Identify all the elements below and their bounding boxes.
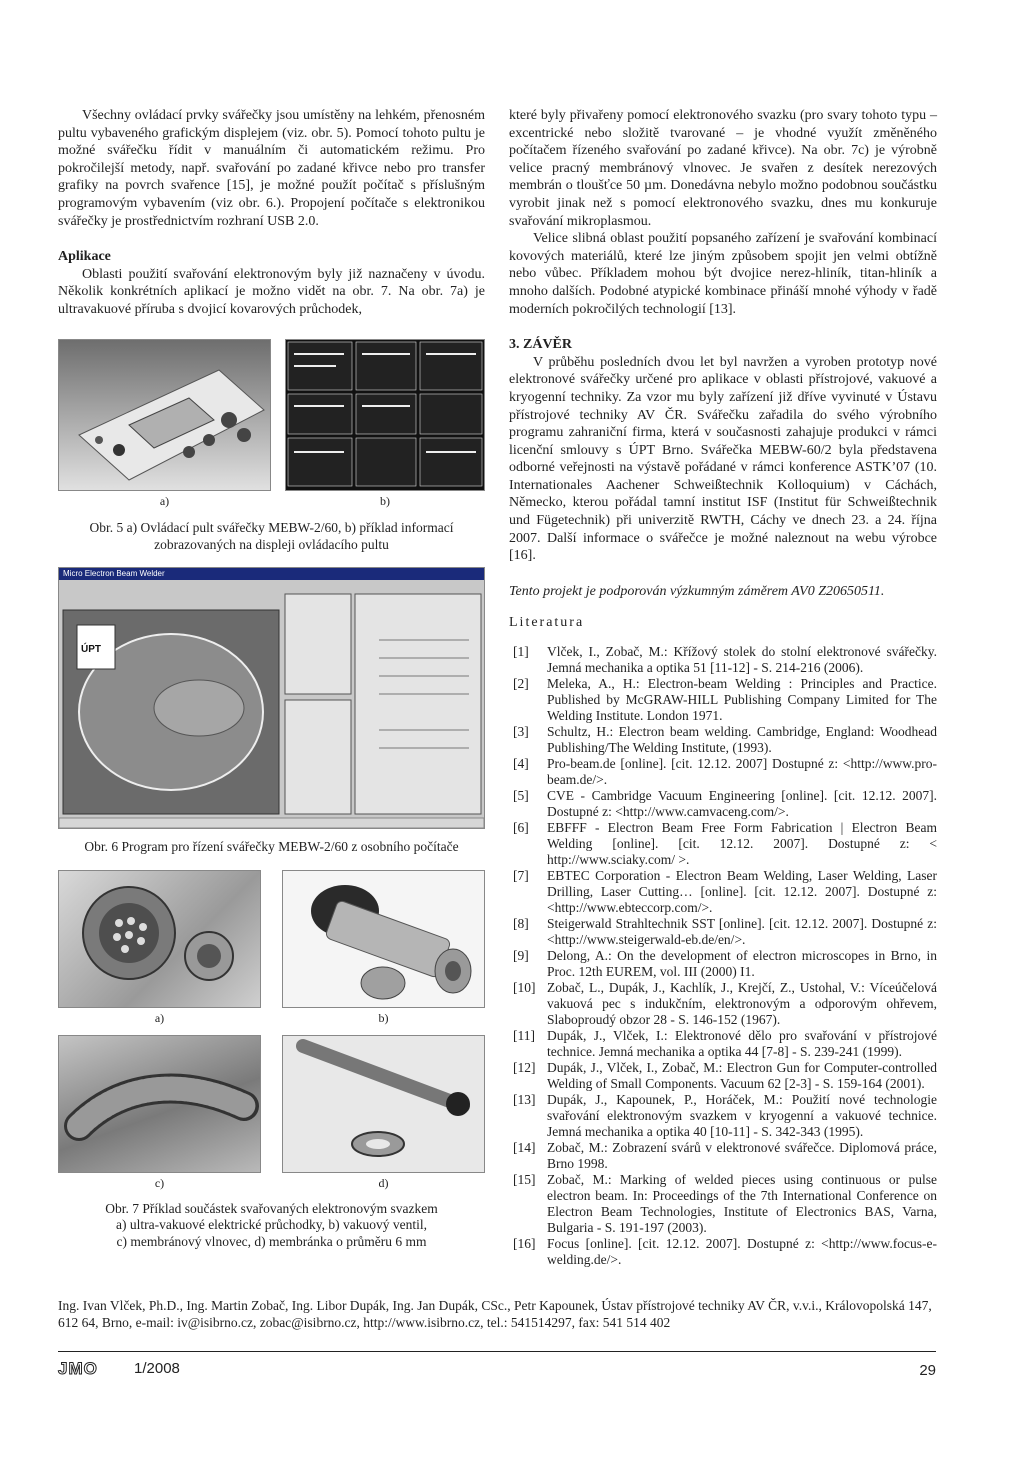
figure-7d bbox=[282, 1035, 485, 1193]
reference-item bbox=[509, 724, 937, 756]
display-screenshot bbox=[285, 339, 485, 491]
paragraph: V průběhu posledních dvou let byl navržen a vyroben prototyp nové elektronové svářečky určené pro aplikace v oblasti přístrojové, vakuové a kryogenní techniky. Za vzor mu byly zařízení již dříve vyvinuté v Ústavu přístrojové techniky AV ČR. Svářečku zařadila do svého výrobního programu zahraniční firma, která v současnosti zahajuje produkci v rámci licenční smlouvy s ÚPT Brno. Svářečka MEBW-60/2 byla představena odborné veřejnosti na výstavě pořádané v rámci konference ASTK’07 (10. Internationales Aachener Schweißtechnik Kolloquium) v Cáchách, Německo, kterou pořádal tamní institut ISF (Institut für Schweißtechnik und Fügetechnik) při univerzitě RWTH, Cáchy ve dnech 23. a 24. října 2007. Další informace o svářečce je možné naleznout na webu výrobce [16]. bbox=[509, 354, 937, 564]
figure-label: a) bbox=[159, 493, 170, 508]
reference-item bbox=[509, 1060, 937, 1092]
reference-number: [6] bbox=[513, 820, 529, 836]
vacuum-valve-photo bbox=[282, 870, 485, 1008]
reference-text: Dupák, J., Kapounek, P., Horáček, M.: Použití nové technologie svařování elektronovým svazkem v kryogenní a vakuové technice. Jemná mechanika a optika 40 [10-11] - S. 342-343 (1995). bbox=[547, 1092, 937, 1140]
figure-5 bbox=[58, 339, 485, 511]
reference-item bbox=[509, 644, 937, 676]
reference-number: [10] bbox=[513, 980, 536, 996]
reference-text: Zobač, M.: Marking of welded pieces using continuous or pulse electron beam. In: Proceedings of the 7th International Conference on Electron Beam Technologies, Institute of Electronics BAS, Varna, Bulgaria - S. 191-197 (2003). bbox=[547, 1172, 937, 1236]
reference-text: Zobač, M.: Zobrazení svárů v elektronové svářečce. Diplomová práce, Brno 1998. bbox=[547, 1140, 937, 1172]
reference-item bbox=[509, 1140, 937, 1172]
reference-number: [2] bbox=[513, 676, 529, 692]
section-heading-zaver: 3. ZÁVĚR bbox=[509, 337, 573, 353]
figure-5a bbox=[58, 339, 271, 511]
figure-label: b) bbox=[380, 493, 390, 508]
reference-item bbox=[509, 676, 937, 724]
reference-item bbox=[509, 916, 937, 948]
reference-text: Schultz, H.: Electron beam welding. Cambridge, England: Woodhead Publishing/The Welding Institute, (1993). bbox=[547, 724, 937, 756]
reference-item bbox=[509, 756, 937, 788]
reference-number: [15] bbox=[513, 1172, 536, 1188]
reference-item bbox=[509, 788, 937, 820]
journal-logo: JMO bbox=[58, 1359, 98, 1378]
paragraph: Všechny ovládací prvky svářečky jsou umístěny na lehkém, přenosném pultu vybaveného grafickým displejem (viz. obr. 5). Pomocí tohoto pultu je možné svářečku řídit v manuálním či automatickém režimu. Pro pokročilejší metody, např. svařování po zadané křivce nebo pro transfer grafiky na povrch svařence [15], je možné použít počítač s příslušným programovým vybavením (viz obr. 6.). Propojení počítače s elektronikou svářečky je prostřednictvím rozhraní USB 2.0. bbox=[58, 108, 485, 229]
reference-text: EBFFF - Electron Beam Free Form Fabrication | Electron Beam Welding [online]. [cit. 12.12. 2007]. Dostupné z: < http://www.sciaky.com/ >. bbox=[547, 820, 937, 868]
reference-text: Delong, A.: On the development of electron microscopes in Brno, in Proc. 12th EUREM, vol. III (2000) I1. bbox=[547, 948, 937, 980]
reference-text: Focus [online]. [cit. 12.12. 2007]. Dostupné z: <http://www.focus-e-welding.de/>. bbox=[547, 1236, 937, 1268]
references-heading: Literatura bbox=[509, 615, 585, 631]
reference-text: EBTEC Corporation - Electron Beam Welding, Laser Welding, Laser Drilling, Laser Cutting… [online]. [cit. 12.12. 2007]. Dostupné z:<http://www.ebteccorp.com/>. bbox=[547, 868, 937, 916]
figure-6-software-screenshot bbox=[58, 567, 485, 829]
figure-label: a) bbox=[154, 1010, 165, 1025]
footer-divider bbox=[58, 1351, 936, 1352]
figure-7b bbox=[282, 870, 485, 1028]
feedthrough-photo bbox=[58, 870, 261, 1008]
membrane-photo bbox=[282, 1035, 485, 1173]
window-title-bar: Micro Electron Beam Welder bbox=[59, 568, 484, 580]
figure-label: d) bbox=[378, 1176, 389, 1191]
reference-number: [4] bbox=[513, 756, 529, 772]
reference-item bbox=[509, 1236, 937, 1268]
reference-item bbox=[509, 1028, 937, 1060]
reference-number: [16] bbox=[513, 1236, 536, 1252]
author-info: Ing. Ivan Vlček, Ph.D., Ing. Martin Zobač, Ing. Libor Dupák, Ing. Jan Dupák, CSc., Petr Kapounek, Ústav přístrojové techniky AV ČR, v.v.i., Královopolská 147, 612 64, Brno, e-mail: iv@isibrno.cz, zobac@isibrno.cz, http://www.isibrno.cz, tel.: 541514297, fax: 541 514 402 bbox=[58, 1298, 932, 1330]
reference-text: Dupák, J., Vlček, I., Zobač, M.: Electron Gun for Computer-controlled Welding of Small Components. Vacuum 62 [2-3] - S. 159-164 (2001). bbox=[547, 1060, 937, 1092]
figure-7c bbox=[58, 1035, 261, 1193]
acknowledgement: Tento projekt je podporován výzkumným záměrem AV0 Z20650511. bbox=[509, 583, 885, 599]
section-heading-aplikace: Aplikace bbox=[58, 249, 111, 265]
bellows-photo bbox=[58, 1035, 261, 1173]
control-panel-illustration bbox=[59, 340, 270, 490]
reference-item bbox=[509, 820, 937, 868]
reference-number: [7] bbox=[513, 868, 529, 884]
figure-7-caption-line: c) membránový vlnovec, d) membránka o průměru 6 mm bbox=[116, 1233, 427, 1249]
reference-number: [13] bbox=[513, 1092, 536, 1108]
paragraph: Oblasti použití svařování elektronovým byly již naznačeny v úvodu. Několik konkrétních aplikací je možno vidět na obr. 7. Na obr. 7a) je ultravakuové příruba s dvojicí kovarových průchodek, bbox=[58, 266, 485, 317]
control-panel-photo bbox=[58, 339, 271, 491]
reference-item bbox=[509, 1172, 937, 1236]
paragraph: Velice slibná oblast použití popsaného zařízení je svařování kombinací kovových materiálů, které lze jiným způsobem spojit jen velmi obtížně nebo vůbec. Příkladem mohou být dvojice nerez-hliník, titan-hliník a mnoho dalších. Podobné atypické kombinace přináší mnohé výhody v řadě moderních pokročilých technologií [13]. bbox=[509, 231, 937, 317]
upt-logo: ÚPT bbox=[81, 644, 101, 656]
figure-7-caption-line: Obr. 7 Příklad součástek svařovaných elektronovým svazkem bbox=[105, 1200, 438, 1216]
references-list bbox=[509, 644, 937, 1268]
figure-5b bbox=[285, 339, 485, 511]
figure-7a bbox=[58, 870, 261, 1028]
reference-text: CVE - Cambridge Vacuum Engineering [online]. [cit. 12.12. 2007]. Dostupné z: <http://www.camvaceng.com/>. bbox=[547, 788, 937, 820]
figure-6-caption: Obr. 6 Program pro řízení svářečky MEBW-2/60 z osobního počítače bbox=[84, 839, 459, 855]
left-column bbox=[58, 107, 485, 1250]
right-column bbox=[509, 107, 937, 1268]
page-number: 29 bbox=[919, 1362, 936, 1379]
reference-text: Steigerwald Strahltechnik SST [online]. [cit. 12.12. 2007]. Dostupné z: <http://www.steigerwald-eb.de/en/>. bbox=[547, 916, 937, 948]
reference-number: [1] bbox=[513, 644, 529, 660]
figure-5-caption: Obr. 5 a) Ovládací pult svářečky MEBW-2/60, b) příklad informací zobrazovaných na displeji ovládacího pultu bbox=[89, 520, 454, 552]
figure-label: b) bbox=[378, 1010, 389, 1025]
issue-number: 1/2008 bbox=[134, 1360, 180, 1377]
reference-number: [8] bbox=[513, 916, 529, 932]
reference-number: [9] bbox=[513, 948, 529, 964]
figure-7-row-1 bbox=[58, 870, 485, 1028]
reference-item bbox=[509, 1092, 937, 1140]
reference-text: Pro-beam.de [online]. [cit. 12.12. 2007] Dostupné z: <http://www.pro-beam.de/>. bbox=[547, 756, 937, 788]
software-illustration bbox=[59, 580, 484, 828]
reference-text: Vlček, I., Zobač, M.: Křížový stolek do stolní elektronové svářečky. Jemná mechanika a optika 51 [11-12] - S. 214-216 (2006). bbox=[547, 644, 937, 676]
reference-number: [3] bbox=[513, 724, 529, 740]
paragraph: které byly přivařeny pomocí elektronového svazku (pro svary tohoto typu – excentrické nebo složitě tvarované – je vhodné využít změněného počítačem řízeného svařování po zadané křivce). Na obr. 7c) je výrobně velice pracný membránový vlnovec. Je svařen z desítek nerezových membrán o tloušťce 50 µm. Donedávna nebylo možno podobnou součástku vyrobit jinak než s pomocí elektronového svazku, dnes mu konkuruje svařování mikroplasmou. bbox=[509, 108, 937, 229]
reference-number: [11] bbox=[513, 1028, 535, 1044]
reference-number: [14] bbox=[513, 1140, 536, 1156]
reference-item bbox=[509, 948, 937, 980]
figure-7-caption-line: a) ultra-vakuové elektrické průchodky, b) vakuový ventil, bbox=[115, 1217, 427, 1233]
figure-7-caption bbox=[58, 1201, 485, 1251]
reference-text: Zobač, L., Dupák, J., Kachlík, J., Krejčí, Z., Ustohal, V.: Víceúčelová vakuová pec s indukčním, elektronovým a odporovým ohřevem, Slaboproudý obzor 28 - S. 146-152 (1967). bbox=[547, 980, 937, 1028]
reference-number: [5] bbox=[513, 788, 529, 804]
reference-text: Dupák, J., Vlček, I.: Elektronové dělo pro svařování v přístrojové technice. Jemná mechanika a optika 44 [7-8] - S. 239-241 (1999). bbox=[547, 1028, 937, 1060]
reference-text: Meleka, A., H.: Electron-beam Welding : Principles and Practice. Published by McGRAW-HILL Publishing Company Limited for The Welding Institute. London 1971. bbox=[547, 676, 937, 724]
reference-item bbox=[509, 868, 937, 916]
reference-number: [12] bbox=[513, 1060, 536, 1076]
reference-item bbox=[509, 980, 937, 1028]
figure-label: c) bbox=[154, 1176, 165, 1191]
display-illustration bbox=[286, 340, 484, 490]
figure-7-row-2 bbox=[58, 1035, 485, 1193]
